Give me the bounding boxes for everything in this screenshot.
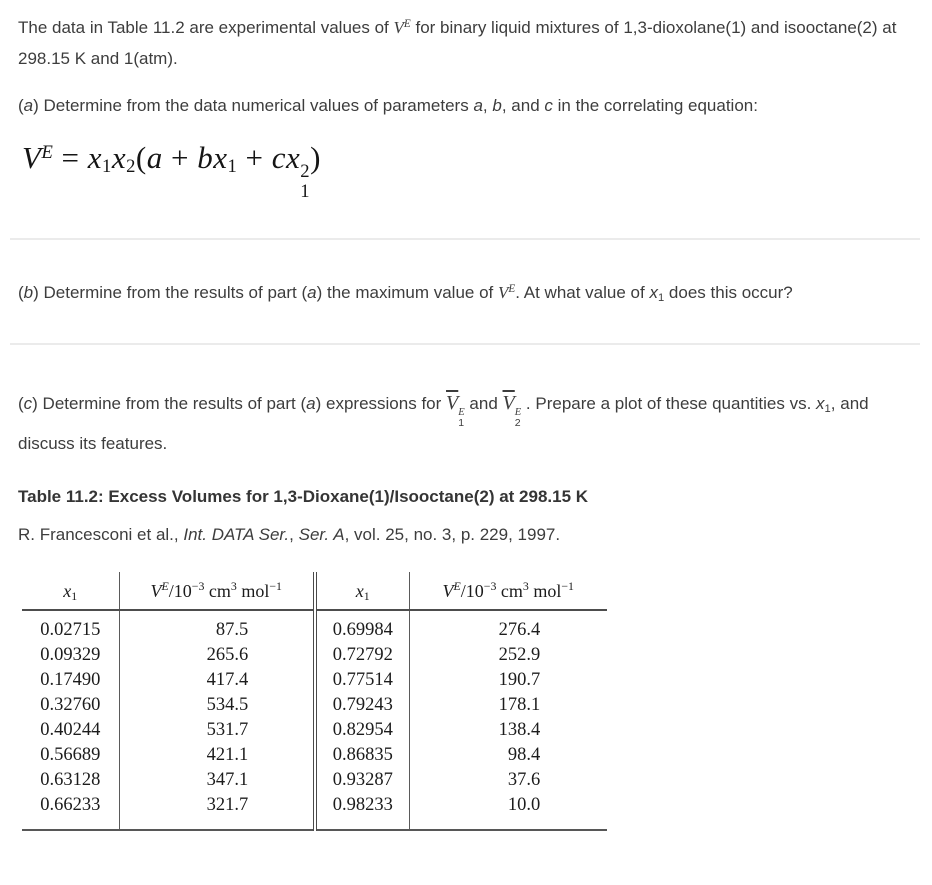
ve-column-header: $V^E/10^{-3}$ $cm^3$ mol$^{-1}$ — [409, 572, 607, 610]
table-header-row — [22, 572, 607, 610]
ve-cell: 10.0 — [409, 793, 607, 830]
x1-cell: 0.63128 — [40, 769, 101, 790]
table-citation: R. Francesconi et al., Int. DATA Ser., Ser. A, vol. 25, no. 3, p. 229, 1997. — [18, 525, 561, 545]
x1-cell: 0.98233 — [315, 793, 409, 830]
ve-cell: 421.1 — [119, 743, 315, 768]
ve-cell: 347.1 — [119, 768, 315, 793]
ve-cell: 265.6 — [119, 643, 315, 668]
ve-cell: 87.5 — [119, 610, 315, 643]
x1-cell: 0.02715 — [40, 619, 101, 640]
table-row — [22, 643, 607, 668]
correlating-equation: $V^E = x1x2(a + bx1$ + cx 2 1 ) — [22, 139, 321, 202]
ve-cell: 178.1 — [409, 693, 607, 718]
table-row — [22, 743, 607, 768]
x1-cell: 0.32760 — [40, 694, 101, 715]
ve-cell: 531.7 — [119, 718, 315, 743]
ve-cell: 534.5 — [119, 693, 315, 718]
table-title: Table 11.2: Excess Volumes for 1,3-Dioxane(1)/Isooctane(2) at 298.15 K — [18, 487, 589, 507]
table-row — [22, 693, 607, 718]
x1-cell: 0.77514 — [315, 668, 409, 693]
x1-cell: 0.17490 — [40, 669, 101, 690]
table-row — [22, 610, 607, 643]
table-row — [22, 718, 607, 743]
x1-column-header: x1 — [315, 572, 409, 610]
ve-cell: 190.7 — [409, 668, 607, 693]
ve-cell: 417.4 — [119, 668, 315, 693]
section-divider — [10, 343, 920, 345]
x1-cell: 0.40244 — [40, 719, 101, 740]
x1-cell: 0.69984 — [315, 610, 409, 643]
x1-cell: 0.66233 — [22, 793, 119, 830]
x1-cell: 0.93287 — [315, 768, 409, 793]
part-a-text: (a) Determine from the data numerical values of parameters a, b, and c in the correlating equation: — [18, 96, 758, 116]
ve-column-header: $V^E/10^{-3}$ $cm^3$ mol$^{-1}$ — [119, 572, 315, 610]
ve-cell: 98.4 — [409, 743, 607, 768]
ve-cell: 252.9 — [409, 643, 607, 668]
section-divider — [10, 238, 920, 240]
x1-cell: 0.86835 — [315, 743, 409, 768]
part-c-text: (c) Determine from the results of part (a) expressions for $\overline{V}$ E 1 and $\overline{V}$ E 2 . Prepare a plot of these quantities vs. x1, and discuss its features. — [18, 391, 869, 453]
table-row — [22, 668, 607, 693]
x1-cell: 0.09329 — [40, 644, 101, 665]
ve-cell: 276.4 — [409, 610, 607, 643]
data-table — [22, 572, 607, 831]
table-row — [22, 793, 607, 830]
problem-statement: The data in Table 11.2 are experimental values of $V^E$ for binary liquid mixtures of 1,3-dioxolane(1) and isooctane(2) at 298.15 K and 1(atm). — [18, 17, 897, 68]
x1-cell: 0.82954 — [315, 718, 409, 743]
x1-cell: 0.72792 — [315, 643, 409, 668]
table-row — [22, 768, 607, 793]
ve-cell: 138.4 — [409, 718, 607, 743]
part-b-text: (b) Determine from the results of part (a) the maximum value of $V^E$. At what value of x1 does this occur? — [18, 282, 793, 304]
ve-cell: 37.6 — [409, 768, 607, 793]
ve-cell: 321.7 — [119, 793, 315, 830]
x1-cell: 0.79243 — [315, 693, 409, 718]
x1-column-header: x1 — [22, 572, 119, 610]
x1-cell: 0.56689 — [40, 744, 101, 765]
